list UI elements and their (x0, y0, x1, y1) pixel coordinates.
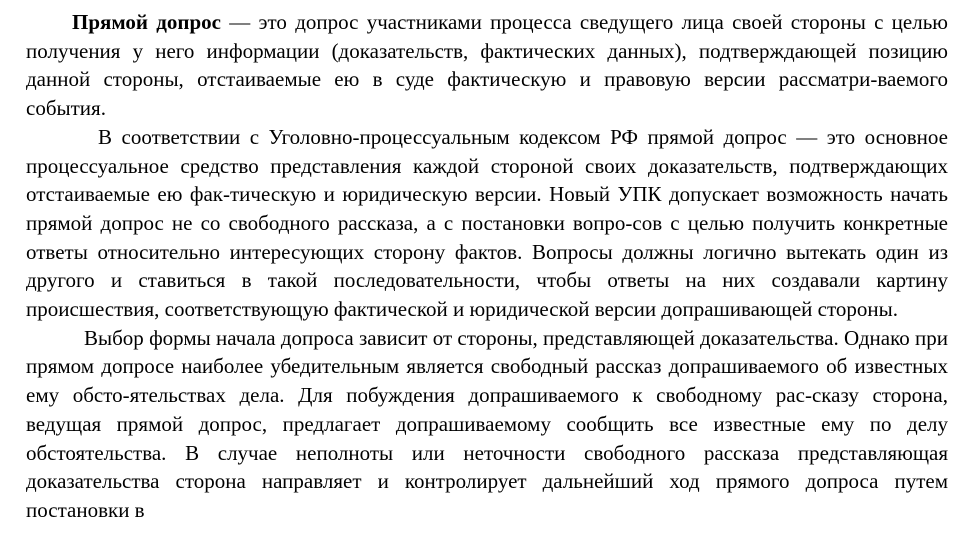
document-body (26, 8, 948, 525)
paragraph-definition-text: — это допрос участниками процесса сведущего лица своей стороны с целью получения у него информации (доказательств, фактических данных), подтверждающей позицию данной стороны, отстаиваемые ею в суде фактическую и правовую версии рассматри-ваемого события. (26, 10, 948, 121)
paragraph-form-choice-text: Выбор формы начала допроса зависит от стороны, представляющей доказательства. Однако при прямом допросе наиболее убедительным является свободный рассказ допрашиваемого об известных ему обсто-ятельствах дела. Для побуждения допрашиваемого к свободному рас-сказу сторона, ведущая прямой допрос, предлагает допрашиваемому сообщить все известные ему по делу обстоятельства. В случае неполноты или неточности свободного рассказа представляющая доказательства сторона направляет и контролирует дальнейший ход прямого допроса путем постановки в (26, 325, 948, 522)
paragraph-definition (26, 8, 948, 123)
paragraph-code-reference-text: В соответствии с Уголовно-процессуальным кодексом РФ прямой допрос — это основное процессуальное средство представления каждой стороной своих доказательств, подтверждающих отстаиваемые ею фак-тическую и юридическую версии. Новый УПК допускает возможность начать прямой допрос не со свободного рассказа, а с постановки вопро-сов с целью получить конкретные ответы относительно интересующих сторону фактов. Вопросы должны логично вытекать один из другого и ставиться в такой последовательности, чтобы ответы на них создавали картину происшествия, соответствующую фактической и юридической версии допрашивающей стороны. (26, 124, 948, 322)
term-direct-examination: Прямой допрос (72, 10, 221, 34)
paragraph-form-choice (26, 324, 948, 525)
paragraph-code-reference (26, 123, 948, 324)
